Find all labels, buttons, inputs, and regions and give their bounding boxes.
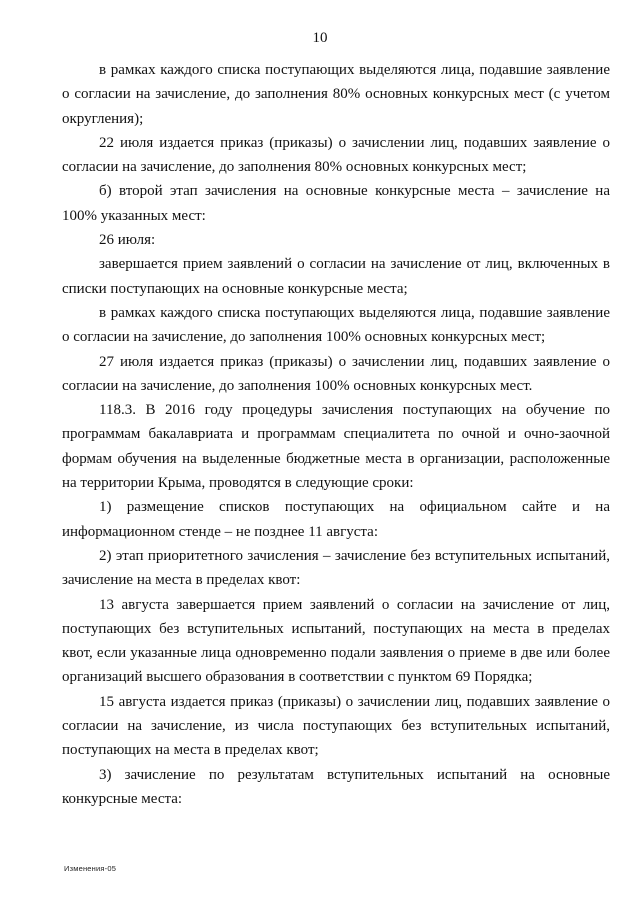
page-number: 10	[312, 30, 328, 46]
paragraph: в рамках каждого списка поступающих выделяются лица, подавшие заявление о согласии на зачисление, до заполнения 80% основных конкурсных мест (с учетом округления);	[62, 62, 610, 127]
footer-note: Изменения-05	[64, 864, 117, 873]
paragraph: в рамках каждого списка поступающих выделяются лица, подавшие заявление о согласии на зачисление, до заполнения 100% основных конкурсных мест;	[62, 304, 610, 346]
paragraph: б) второй этап зачисления на основные конкурсные места – зачисление на 100% указанных мест:	[62, 183, 610, 224]
paragraph: 2) этап приоритетного зачисления – зачисление без вступительных испытаний, зачисление на места в пределах квот:	[62, 547, 610, 589]
paragraph: завершается прием заявлений о согласии на зачисление от лиц, включенных в списки поступающих на основные конкурсные места;	[62, 256, 610, 297]
paragraph: 1) размещение списков поступающих на официальном сайте и на информационном стенде – не позднее 11 августа:	[62, 499, 610, 540]
paragraph: 118.3. В 2016 году процедуры зачисления поступающих на обучение по программам бакалавриата и программам специалитета по очной и очно-заочной формам обучения на выделенные бюджетные места в организации, расположенные на территории Крыма, проводятся в следующие сроки:	[62, 402, 610, 492]
paragraph: 27 июля издается приказ (приказы) о зачислении лиц, подавших заявление о согласии на зачисление, до заполнения 100% основных конкурсных мест.	[62, 353, 610, 394]
paragraph: 3) зачисление по результатам вступительных испытаний на основные конкурсные места:	[62, 766, 610, 807]
paragraph: 26 июля:	[99, 232, 156, 249]
paragraph: 13 августа завершается прием заявлений о согласии на зачисление от лиц, поступающих без вступительных испытаний, поступающих на места в пределах квот, если указанные лица одновременно подали заявления о приеме в две или более организаций высшего образования в соответствии с пунктом 69 Порядка;	[62, 596, 610, 686]
paragraph: 22 июля издается приказ (приказы) о зачислении лиц, подавших заявление о согласии на зачисление, до заполнения 80% основных конкурсных мест;	[62, 134, 610, 176]
paragraph: 15 августа издается приказ (приказы) о зачислении лиц, подавших заявление о согласии на зачисление, из числа поступающих без вступительных испытаний, поступающих на места в пределах квот;	[62, 693, 610, 759]
document-body	[62, 58, 610, 811]
